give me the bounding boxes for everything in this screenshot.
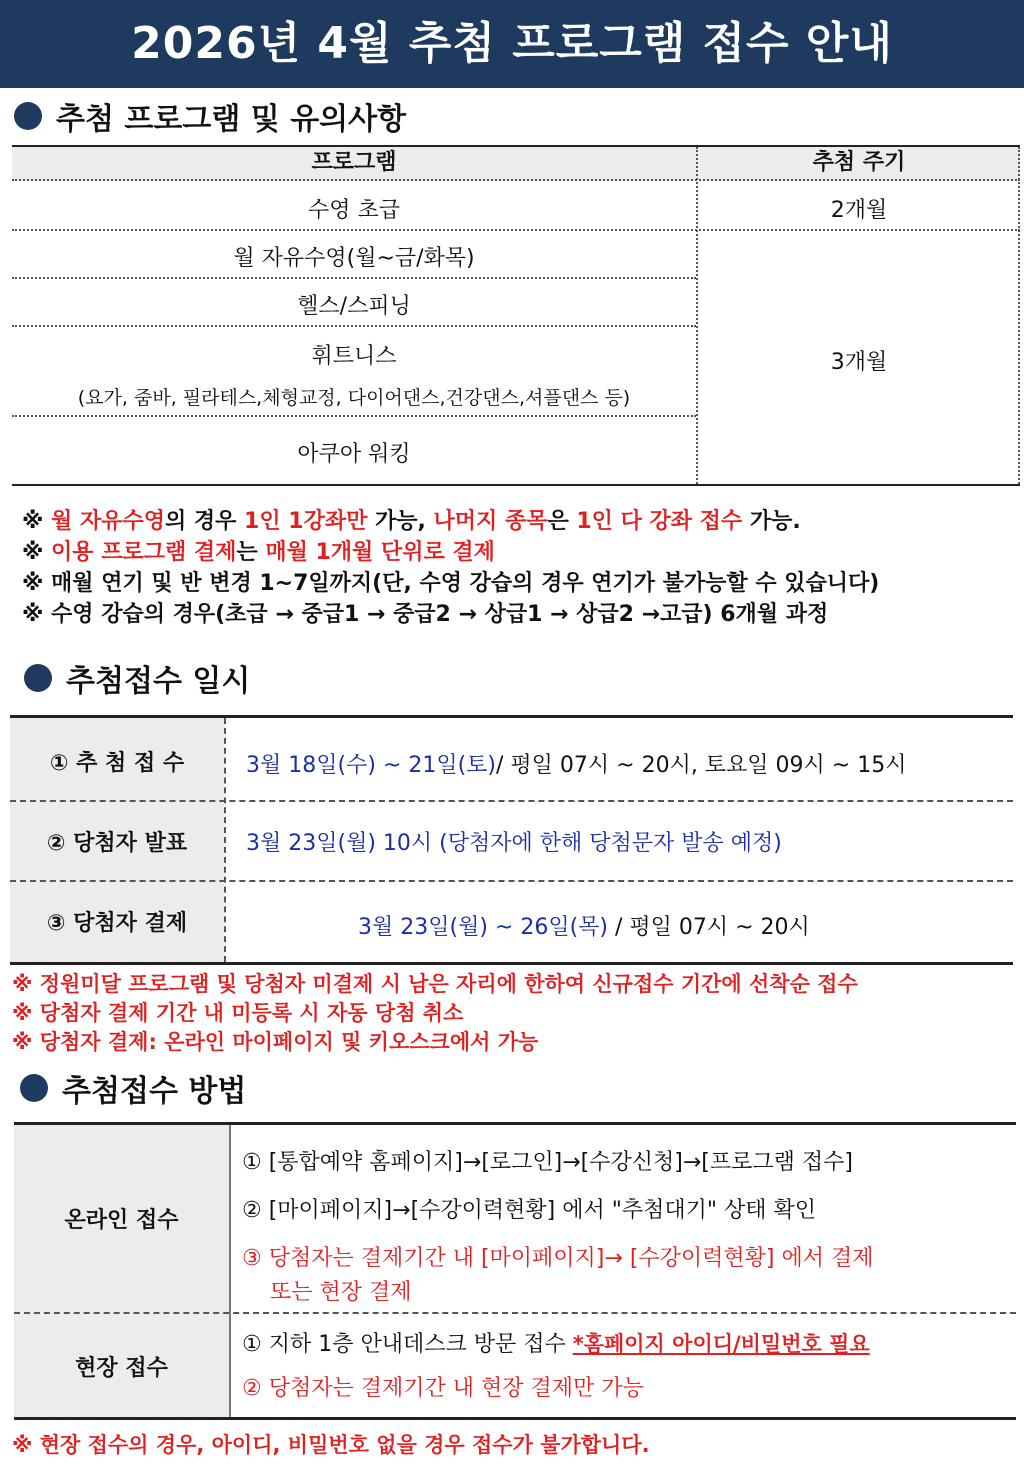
section-title-schedule xyxy=(24,656,250,700)
schedule-label: ② 당첨자 발표 xyxy=(46,831,188,856)
bullet-circle-icon xyxy=(20,1074,48,1102)
online-step-cont: 또는 현장 결제 xyxy=(270,1280,412,1305)
notice-line: ※ 당첨자 결제: 온라인 마이페이지 및 키오스크에서 가능 xyxy=(12,1030,539,1054)
section-title-text: 추첨 프로그램 및 유의사항 xyxy=(56,102,407,137)
notice-line: ※ 정원미달 프로그램 및 당첨자 미결제 시 남은 자리에 한하여 신규접수 기간에 선착순 접수 xyxy=(12,972,858,996)
program-row: 아쿠아 워킹 xyxy=(297,442,411,467)
section-title-text: 추첨접수 일시 xyxy=(66,664,251,699)
notice-line: ※ 수영 강습의 경우(초급 → 중급1 → 중급2 → 상급1 → 상급2 →고급) 6개월 과정 xyxy=(22,602,829,627)
final-notice: ※ 현장 접수의 경우, 아이디, 비밀번호 없을 경우 접수가 불가합니다. xyxy=(12,1433,650,1457)
schedule-table xyxy=(10,715,1013,965)
program-row: 월 자유수영(월~금/화목) xyxy=(233,246,475,271)
header-cycle: 추첨 주기 xyxy=(812,150,906,175)
notice-line: ※ 당첨자 결제 기간 내 미등록 시 자동 당첨 취소 xyxy=(12,1001,464,1025)
program-table xyxy=(12,145,1020,486)
bullet-circle-icon xyxy=(24,664,52,692)
online-step: ③ 당첨자는 결제기간 내 [마이페이지]→ [수강이력현황] 에서 결제 xyxy=(242,1246,874,1271)
program-row: 휘트니스 xyxy=(311,344,397,369)
cycle-value: 3개월 xyxy=(830,350,888,375)
program-row: 헬스/스피닝 xyxy=(297,294,411,319)
bullet-circle-icon xyxy=(14,102,42,130)
section-title-program xyxy=(14,96,406,136)
onsite-step: ① 지하 1층 안내데스크 방문 접수 *홈페이지 아이디/비밀번호 필요 xyxy=(242,1332,870,1357)
program-table-header xyxy=(12,147,1020,181)
online-step: ② [마이페이지]→[수강이력현황] 에서 "추첨대기" 상태 확인 xyxy=(242,1198,816,1223)
schedule-notes xyxy=(12,970,858,1057)
online-step: ① [통합예약 홈페이지]→[로그인]→[수강신청]→[프로그램 접수] xyxy=(242,1150,853,1175)
schedule-label: ① 추 첨 접 수 xyxy=(49,751,185,776)
notice-list xyxy=(22,506,879,630)
program-row-detail: (요가, 줌바, 필라테스,체형교정, 다이어댄스,건강댄스,셔플댄스 등) xyxy=(77,387,631,409)
method-label-onsite: 현장 접수 xyxy=(75,1356,168,1381)
method-label-online: 온라인 접수 xyxy=(64,1208,179,1233)
schedule-value: 3월 23일(월) ~ 26일(목) / 평일 07시 ~ 20시 xyxy=(358,915,810,940)
schedule-value: 3월 23일(월) 10시 (당첨자에 한해 당첨문자 발송 예정) xyxy=(246,831,782,856)
header-program: 프로그램 xyxy=(311,150,397,175)
notice-line: ※ 이용 프로그램 결제는 매월 1개월 단위로 결제 xyxy=(22,540,495,565)
section-title-text: 추첨접수 방법 xyxy=(62,1074,247,1109)
schedule-value: 3월 18일(수) ~ 21일(토)/ 평일 07시 ~ 20시, 토요일 09시 ~ 15시 xyxy=(246,753,907,778)
cycle-value: 2개월 xyxy=(830,198,888,223)
schedule-label: ③ 당첨자 결제 xyxy=(46,911,188,936)
program-row: 수영 초급 xyxy=(307,198,400,223)
section-title-method xyxy=(20,1066,246,1110)
notice-line: ※ 매월 연기 및 반 변경 1~7일까지(단, 수영 강습의 경우 연기가 불가능할 수 있습니다) xyxy=(22,571,880,596)
notice-line: ※ 월 자유수영의 경우 1인 1강좌만 가능, 나머지 종목은 1인 다 강좌 접수 가능. xyxy=(22,509,801,534)
page-title: 2026년 4월 추첨 프로그램 접수 안내 xyxy=(0,0,1024,88)
onsite-step: ② 당첨자는 결제기간 내 현장 결제만 가능 xyxy=(242,1376,644,1401)
method-table xyxy=(14,1122,1016,1420)
